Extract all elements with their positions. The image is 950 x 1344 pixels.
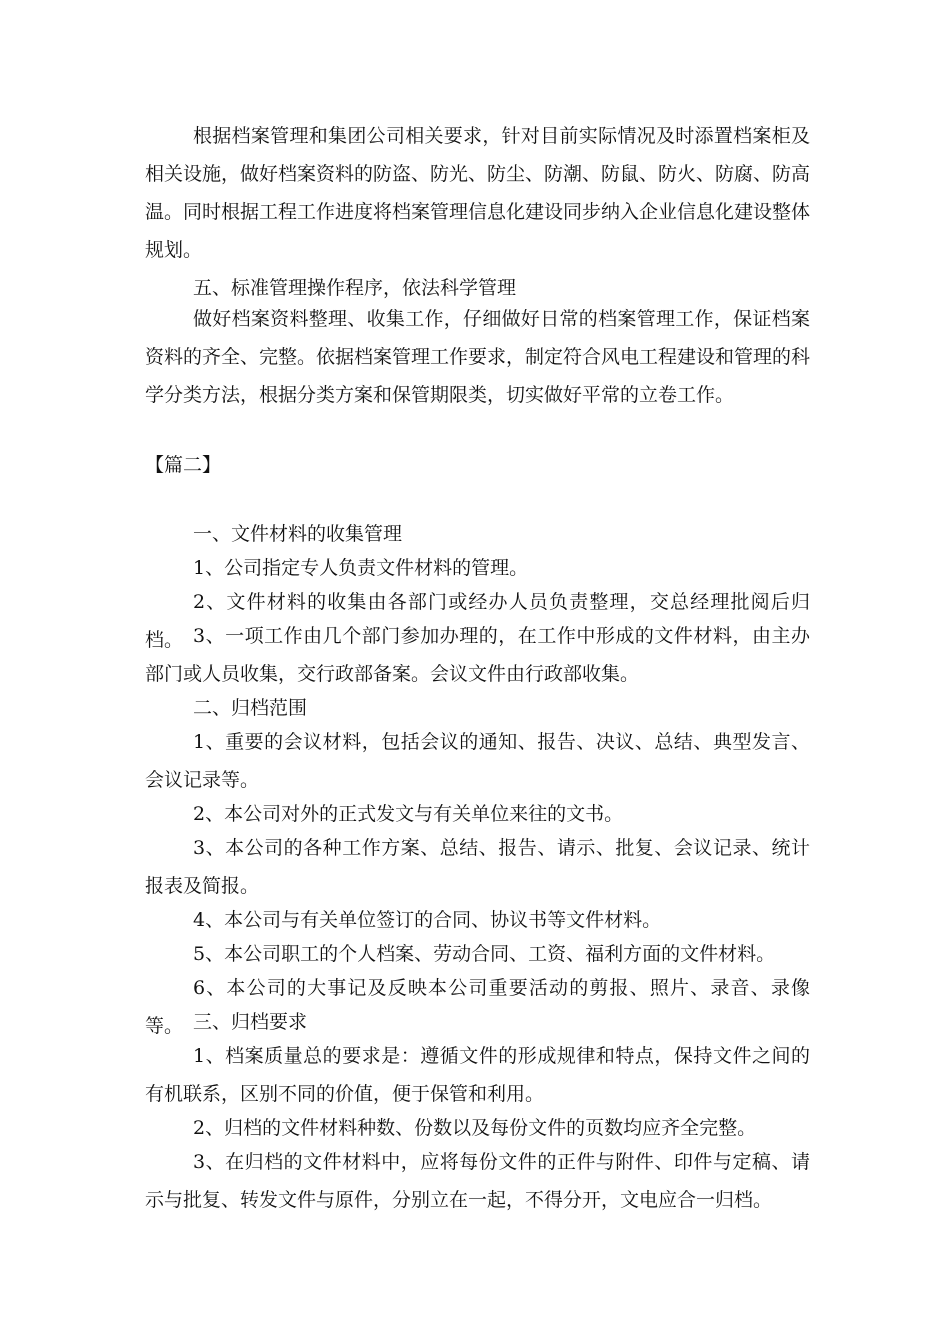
list-item: 5、本公司职工的个人档案、劳动合同、工资、福利方面的文件材料。 [193, 943, 776, 965]
part-two-label: 【篇二】 [145, 454, 222, 476]
paragraph-archive-facilities: 根据档案管理和集团公司相关要求，针对目前实际情况及时添置档案柜及相关设施，做好档案资料的防盗、防光、防尘、防潮、防鼠、防火、防腐、防高温。同时根据工程工作进度将档案管理信息化建设同步纳入企业信息化建设整体规划。 [145, 125, 811, 261]
list-item: 3、一项工作由几个部门参加办理的，在工作中形成的文件材料，由主办部门或人员收集，交行政部备案。会议文件由行政部收集。 [145, 625, 810, 685]
paragraph-archive-sorting: 做好档案资料整理、收集工作，仔细做好日常的档案管理工作，保证档案资料的齐全、完整。依据档案管理工作要求，制定符合风电工程建设和管理的科学分类方法，根据分类方案和保管期限类，切实做好平常的立卷工作。 [145, 308, 811, 406]
list-item: 2、本公司对外的正式发文与有关单位来往的文书。 [193, 803, 624, 825]
list-item: 2、归档的文件材料种数、份数以及每份文件的页数均应齐全完整。 [193, 1117, 757, 1139]
heading-archive-requirements: 三、归档要求 [193, 1011, 308, 1033]
list-item: 1、重要的会议材料，包括会议的通知、报告、决议、总结、典型发言、会议记录等。 [145, 731, 810, 791]
list-item: 2、文件材料的收集由各部门或经办人员负责整理，交总经理批阅后归档。 [145, 591, 810, 651]
heading-collection-management: 一、文件材料的收集管理 [193, 523, 403, 545]
list-item: 6、本公司的大事记及反映本公司重要活动的剪报、照片、录音、录像等。 [145, 977, 810, 1037]
list-item: 3、在归档的文件材料中，应将每份文件的正件与附件、印件与定稿、请示与批复、转发文件与原件，分别立在一起，不得分开，文电应合一归档。 [145, 1151, 810, 1211]
heading-section-five: 五、标准管理操作程序，依法科学管理 [193, 277, 517, 299]
list-item: 1、档案质量总的要求是：遵循文件的形成规律和特点，保持文件之间的有机联系，区别不同的价值，便于保管和利用。 [145, 1045, 810, 1105]
heading-archive-scope: 二、归档范围 [193, 697, 308, 719]
list-item: 4、本公司与有关单位签订的合同、协议书等文件材料。 [193, 909, 662, 931]
list-item: 3、本公司的各种工作方案、总结、报告、请示、批复、会议记录、统计报表及简报。 [145, 837, 810, 897]
list-item: 1、公司指定专人负责文件材料的管理。 [193, 557, 529, 579]
